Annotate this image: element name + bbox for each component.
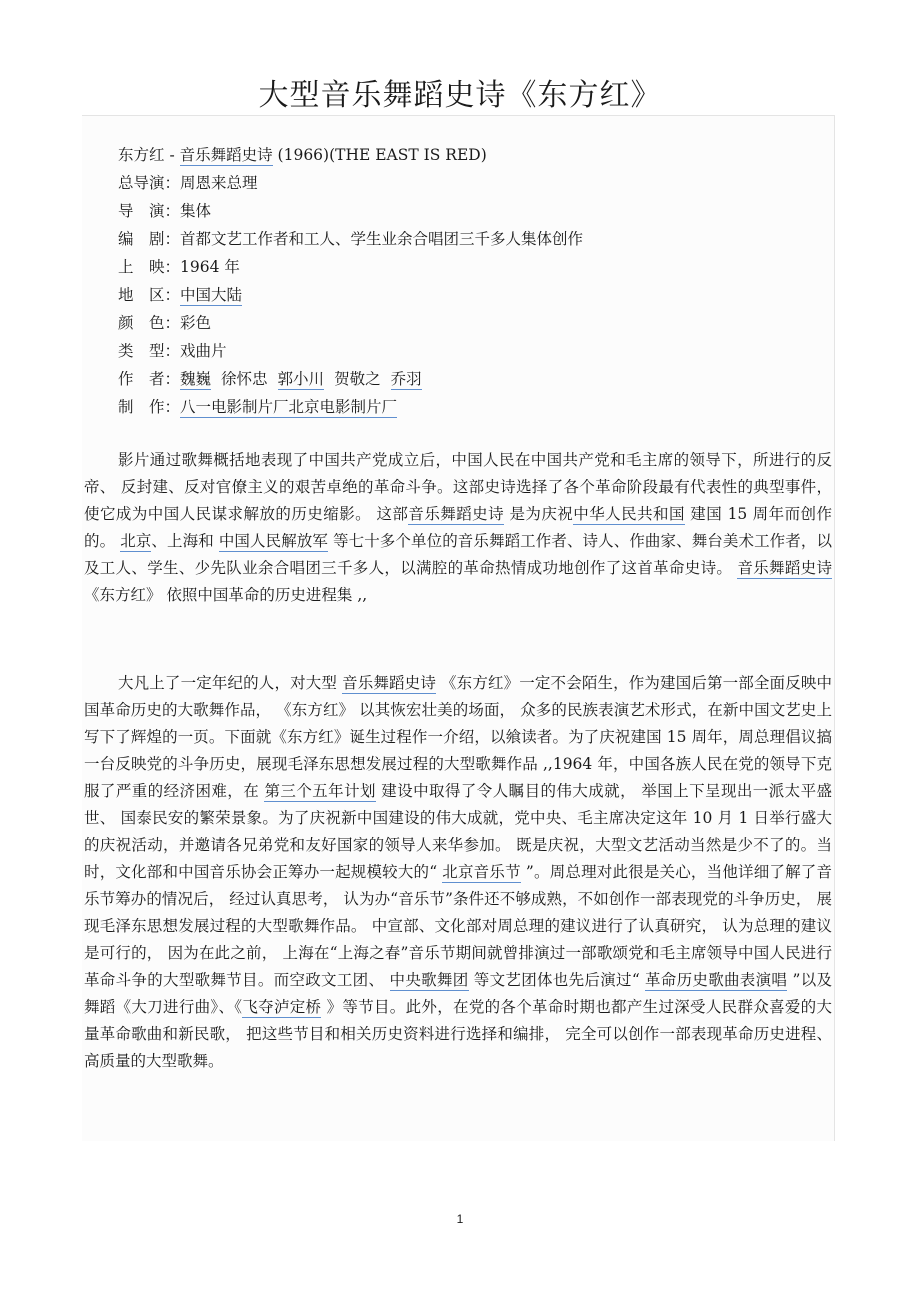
link-central-song-dance-troupe[interactable]: 中央歌舞团 <box>389 971 469 989</box>
meta-release: 上 映：1964 年 <box>118 258 240 276</box>
link-beijing[interactable]: 北京 <box>120 532 152 550</box>
link-prc[interactable]: 中华人民共和国 <box>573 505 685 523</box>
page-title: 大型音乐舞蹈史诗《东方红》 <box>258 78 662 113</box>
page-number: 1 <box>456 1212 464 1226</box>
history-paragraph: 大凡上了一定年纪的人，对大型 音乐舞蹈史诗 《东方红》一定不会陌生，作为建国后第一部全面反映中国革命历史的大歌舞作品， 《东方红》 以其恢宏壮美的场面， 众多的民族表演艺术形式，在新中国文艺史上写下了辉煌的一页。下面就《东方红》诞生过程作一介绍，以飨读者。为了庆祝建国 15 周年，周总理倡议搞一台反映党的斗争历史，展现毛泽东思想发展过程的大型歌舞作品 ,,1964 年，中国各族人民在党的领导下克服了严重的经济困难，在 第三个五年计划 建设中取得了令人瞩目的伟大成就， 举国上下呈现出一派太平盛世、 国泰民安的繁荣景象。为了庆祝新中国建设的伟大成就，党中央、毛主席决定这年 10 月 1 日举行盛大的庆祝活动，并邀请各兄弟党和友好国家的领导人来华参加。 既是庆祝，大型文艺活动当然是少不了的。当时，文化部和中国音乐协会正筹办一起规模较大的“ 北京音乐节 ”。周总理对此很是关心，当他详细了解了音乐节筹办的情况后， 经过认真思考， 认为办“音乐节”条件还不够成熟，不如创作一部表现党的斗争历史， 展现毛泽东思想发展过程的大型歌舞作品。 中宣部、文化部对周总理的建议进行了认真研究， 认为总理的建议是可行的， 因为在此之前， 上海在“上海之春”音乐节期间就曾排演过一部歌颂党和毛主席领导中国人民进行革命斗争的大型歌舞节目。而空政文工团、 中央歌舞团 等文艺团体也先后演过“ 革命历史歌曲表演唱 ”以及舞蹈《大刀进行曲》、《飞夺泸定桥 》等节目。此外，在党的各个革命时期也都产生过深受人民群众喜爱的大量革命歌曲和新民歌， 把这些节目和相关历史资料进行选择和编排， 完全可以创作一部表现革命历史进程、高质量的大型歌舞。 <box>84 674 832 1070</box>
meta-director-general: 总导演：周恩来总理 <box>118 174 258 192</box>
link-author-guoxiaochuan[interactable]: 郭小川 <box>277 370 325 388</box>
link-music-dance-epic[interactable]: 音乐舞蹈史诗 <box>737 559 832 577</box>
author-xuhuaizhong: 徐怀忠 <box>221 370 268 388</box>
film-year-english: (1966)(THE EAST IS RED) <box>272 146 487 164</box>
link-music-dance-epic[interactable]: 音乐舞蹈史诗 <box>342 674 436 692</box>
meta-color: 颜 色：彩色 <box>118 314 212 332</box>
meta-writer: 编 剧：首都文艺工作者和工人、学生业余合唱团三千多人集体创作 <box>118 230 584 248</box>
meta-region: 地 区：中国大陆 <box>118 286 243 304</box>
intro-paragraph: 影片通过歌舞概括地表现了中国共产党成立后，中国人民在中国共产党和毛主席的领导下，所进行的反帝、 反封建、反对官僚主义的艰苦卓绝的革命斗争。这部史诗选择了各个革命阶段最有代表性的典型事件， 使它成为中国人民谋求解放的历史缩影。 这部音乐舞蹈史诗 是为庆祝中华人民共和国 建国 15 周年而创作的。 北京、上海和 中国人民解放军 等七十多个单位的音乐舞蹈工作者、诗人、作曲家、舞台美术工作者，以及工人、学生、少先队业余合唱团三千多人，以满腔的革命热情成功地创作了这首革命史诗。 音乐舞蹈史诗 《东方红》 依照中国革命的历史进程集 ,, <box>84 451 832 604</box>
meta-producer: 制 作：八一电影制片厂北京电影制片厂 <box>118 398 398 416</box>
meta-title-line: 东方红 - 音乐舞蹈史诗 (1966)(THE EAST IS RED) <box>118 146 487 164</box>
meta-genre: 类 型：戏曲片 <box>118 342 227 360</box>
link-author-qiaoyu[interactable]: 乔羽 <box>390 370 422 388</box>
link-beijing-music-festival[interactable]: 北京音乐节 <box>442 863 521 881</box>
meta-director: 导 演：集体 <box>118 202 212 220</box>
link-third-five-year-plan[interactable]: 第三个五年计划 <box>264 782 376 800</box>
link-pla[interactable]: 中国人民解放军 <box>218 532 328 550</box>
link-author-weiwei[interactable]: 魏巍 <box>180 370 212 388</box>
author-hejingzhi: 贺敬之 <box>334 370 381 388</box>
link-revolutionary-song-performance[interactable]: 革命历史歌曲表演唱 <box>644 971 788 989</box>
link-region[interactable]: 中国大陆 <box>180 286 243 304</box>
link-luding-bridge[interactable]: 飞夺泸定桥 <box>242 998 322 1016</box>
link-music-dance-epic[interactable]: 音乐舞蹈史诗 <box>408 505 505 523</box>
meta-authors: 作 者：魏巍 徐怀忠 郭小川 贺敬之 乔羽 <box>118 370 422 388</box>
link-producer[interactable]: 八一电影制片厂北京电影制片厂 <box>180 398 398 416</box>
film-info <box>118 141 818 421</box>
link-music-dance-epic[interactable]: 音乐舞蹈史诗 <box>179 146 273 164</box>
film-name: 东方红 <box>118 146 165 164</box>
